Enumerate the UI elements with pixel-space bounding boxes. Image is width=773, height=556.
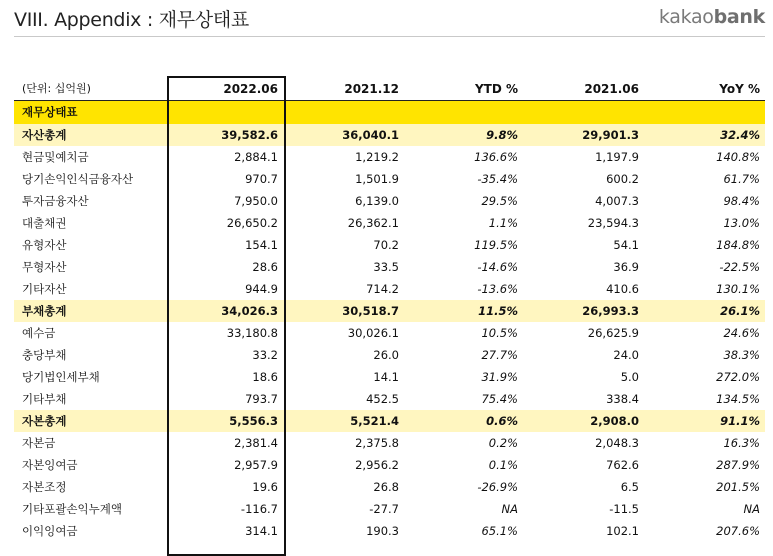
value-ytd: 0.1% bbox=[488, 458, 518, 472]
row-label: 기타부채 bbox=[22, 392, 67, 406]
value-yoy: 207.6% bbox=[716, 524, 760, 538]
value-ytd: -26.9% bbox=[477, 480, 518, 494]
row-label: 이익잉여금 bbox=[22, 524, 78, 538]
value-ytd: 75.4% bbox=[481, 392, 518, 406]
table-row bbox=[14, 344, 765, 366]
value-yoy: 134.5% bbox=[716, 392, 760, 406]
brand-logo-text: kakao bbox=[658, 6, 714, 28]
value-yoy: -22.5% bbox=[719, 260, 760, 274]
table-row bbox=[14, 256, 765, 278]
section-header-row bbox=[14, 101, 765, 124]
value-2022-06: 7,950.0 bbox=[234, 194, 278, 208]
row-label: 자본조정 bbox=[22, 480, 67, 494]
row-label: 대출채권 bbox=[22, 216, 67, 230]
value-yoy: 140.8% bbox=[716, 150, 760, 164]
value-2021-06: 6.5 bbox=[620, 480, 639, 494]
col-header-2022-06: 2022.06 bbox=[223, 82, 278, 96]
value-2022-06: 5,556.3 bbox=[229, 414, 278, 428]
value-ytd: -14.6% bbox=[477, 260, 518, 274]
row-label: 현금및예치금 bbox=[22, 150, 89, 164]
value-ytd: 10.5% bbox=[481, 326, 518, 340]
value-ytd: 0.6% bbox=[486, 414, 518, 428]
value-2021-06: -11.5 bbox=[609, 502, 639, 516]
value-2021-06: 5.0 bbox=[620, 370, 639, 384]
value-ytd: 136.6% bbox=[474, 150, 518, 164]
value-yoy: 272.0% bbox=[716, 370, 760, 384]
table-row bbox=[14, 366, 765, 388]
value-2021-06: 26,993.3 bbox=[582, 304, 639, 318]
balance-sheet-table bbox=[14, 78, 765, 542]
subtotal-row bbox=[14, 300, 765, 322]
value-2022-06: 970.7 bbox=[245, 172, 278, 186]
value-2021-12: 2,956.2 bbox=[355, 458, 399, 472]
value-2021-12: 26.0 bbox=[373, 348, 399, 362]
row-label: 당기법인세부채 bbox=[22, 370, 100, 384]
table-row bbox=[14, 476, 765, 498]
value-2021-06: 4,007.3 bbox=[595, 194, 639, 208]
value-2021-06: 102.1 bbox=[606, 524, 639, 538]
value-2022-06: 33.2 bbox=[252, 348, 278, 362]
row-label: 투자금융자산 bbox=[22, 194, 89, 208]
value-2022-06: 39,582.6 bbox=[221, 128, 278, 142]
value-yoy: 184.8% bbox=[716, 238, 760, 252]
row-label: 당기손익인식금융자산 bbox=[22, 172, 134, 186]
value-ytd: 27.7% bbox=[481, 348, 518, 362]
value-2021-12: 30,026.1 bbox=[347, 326, 399, 340]
table-row bbox=[14, 388, 765, 410]
page-title: VIII. Appendix : 재무상태표 bbox=[14, 9, 249, 31]
section-label: 재무상태표 bbox=[22, 105, 78, 119]
value-yoy: 201.5% bbox=[716, 480, 760, 494]
value-2021-12: 1,219.2 bbox=[355, 150, 399, 164]
value-yoy: 26.1% bbox=[720, 304, 760, 318]
value-2021-06: 2,908.0 bbox=[590, 414, 639, 428]
value-yoy: 61.7% bbox=[723, 172, 760, 186]
value-2021-06: 410.6 bbox=[606, 282, 639, 296]
value-2021-12: 714.2 bbox=[366, 282, 399, 296]
value-2021-06: 1,197.9 bbox=[595, 150, 639, 164]
col-header-2021-12: 2021.12 bbox=[344, 82, 399, 96]
value-2022-06: 18.6 bbox=[252, 370, 278, 384]
table-row bbox=[14, 498, 765, 520]
value-yoy: NA bbox=[743, 502, 760, 516]
value-2021-12: 26.8 bbox=[373, 480, 399, 494]
value-2021-12: 6,139.0 bbox=[355, 194, 399, 208]
table-row bbox=[14, 278, 765, 300]
value-2021-12: 5,521.4 bbox=[350, 414, 399, 428]
row-label: 부채총계 bbox=[22, 304, 67, 318]
row-label: 무형자산 bbox=[22, 260, 67, 274]
value-ytd: 65.1% bbox=[481, 524, 518, 538]
value-2022-06: 19.6 bbox=[252, 480, 278, 494]
table-header-row bbox=[14, 78, 765, 101]
value-2021-06: 24.0 bbox=[613, 348, 639, 362]
value-yoy: 13.0% bbox=[723, 216, 760, 230]
brand-logo bbox=[659, 6, 765, 28]
value-2022-06: 33,180.8 bbox=[226, 326, 278, 340]
value-2021-06: 54.1 bbox=[613, 238, 639, 252]
value-ytd: 0.2% bbox=[488, 436, 518, 450]
value-2021-12: 36,040.1 bbox=[342, 128, 399, 142]
subtotal-row bbox=[14, 124, 765, 146]
value-ytd: 29.5% bbox=[481, 194, 518, 208]
row-label: 자본금 bbox=[22, 436, 56, 450]
value-yoy: 38.3% bbox=[723, 348, 760, 362]
value-2021-06: 23,594.3 bbox=[587, 216, 639, 230]
value-yoy: 24.6% bbox=[723, 326, 760, 340]
table-row bbox=[14, 146, 765, 168]
value-2021-12: 70.2 bbox=[373, 238, 399, 252]
value-2022-06: 314.1 bbox=[245, 524, 278, 538]
value-2021-06: 36.9 bbox=[613, 260, 639, 274]
row-label: 예수금 bbox=[22, 326, 56, 340]
value-2022-06: 2,884.1 bbox=[234, 150, 278, 164]
value-2021-06: 26,625.9 bbox=[587, 326, 639, 340]
value-yoy: 16.3% bbox=[723, 436, 760, 450]
value-2021-06: 29,901.3 bbox=[582, 128, 639, 142]
value-2021-12: 2,375.8 bbox=[355, 436, 399, 450]
table-row bbox=[14, 454, 765, 476]
value-yoy: 287.9% bbox=[716, 458, 760, 472]
row-label: 기타포괄손익누계액 bbox=[22, 502, 122, 516]
value-ytd: NA bbox=[501, 502, 518, 516]
value-2022-06: -116.7 bbox=[240, 502, 278, 516]
table-row bbox=[14, 432, 765, 454]
value-yoy: 91.1% bbox=[720, 414, 760, 428]
table-row bbox=[14, 190, 765, 212]
table-row bbox=[14, 322, 765, 344]
value-2022-06: 944.9 bbox=[245, 282, 278, 296]
value-2022-06: 2,957.9 bbox=[234, 458, 278, 472]
row-label: 자본총계 bbox=[22, 414, 67, 428]
table-row bbox=[14, 212, 765, 234]
value-2022-06: 154.1 bbox=[245, 238, 278, 252]
row-label: 충당부채 bbox=[22, 348, 67, 362]
value-2021-12: 33.5 bbox=[373, 260, 399, 274]
row-label: 자산총계 bbox=[22, 128, 67, 142]
table-row bbox=[14, 168, 765, 190]
col-header-2021-06: 2021.06 bbox=[584, 82, 639, 96]
table-row bbox=[14, 234, 765, 256]
value-2022-06: 2,381.4 bbox=[234, 436, 278, 450]
table-row bbox=[14, 520, 765, 542]
value-ytd: 11.5% bbox=[478, 304, 518, 318]
value-ytd: -35.4% bbox=[477, 172, 518, 186]
row-label: 기타자산 bbox=[22, 282, 67, 296]
value-ytd: 31.9% bbox=[481, 370, 518, 384]
value-2021-06: 762.6 bbox=[606, 458, 639, 472]
value-ytd: 119.5% bbox=[474, 238, 518, 252]
subtotal-row bbox=[14, 410, 765, 432]
value-yoy: 130.1% bbox=[716, 282, 760, 296]
value-ytd: -13.6% bbox=[477, 282, 518, 296]
value-2021-12: 14.1 bbox=[373, 370, 399, 384]
value-2022-06: 793.7 bbox=[245, 392, 278, 406]
unit-label: (단위: 십억원) bbox=[22, 82, 91, 95]
value-2021-12: 30,518.7 bbox=[342, 304, 399, 318]
value-yoy: 32.4% bbox=[720, 128, 760, 142]
header-divider bbox=[14, 36, 765, 37]
value-2021-12: 26,362.1 bbox=[347, 216, 399, 230]
col-header-yoy: YoY % bbox=[719, 82, 760, 96]
value-2021-12: 452.5 bbox=[366, 392, 399, 406]
col-header-ytd: YTD % bbox=[474, 82, 518, 96]
value-yoy: 98.4% bbox=[723, 194, 760, 208]
value-2021-06: 600.2 bbox=[606, 172, 639, 186]
row-label: 자본잉여금 bbox=[22, 458, 78, 472]
value-2021-12: 1,501.9 bbox=[355, 172, 399, 186]
value-ytd: 9.8% bbox=[486, 128, 518, 142]
value-2021-12: 190.3 bbox=[366, 524, 399, 538]
value-2021-12: -27.7 bbox=[369, 502, 399, 516]
brand-logo-bold: bank bbox=[713, 6, 765, 28]
value-2021-06: 2,048.3 bbox=[595, 436, 639, 450]
value-2022-06: 34,026.3 bbox=[221, 304, 278, 318]
value-2022-06: 26,650.2 bbox=[226, 216, 278, 230]
row-label: 유형자산 bbox=[22, 238, 67, 252]
table-body bbox=[14, 124, 765, 542]
value-2021-06: 338.4 bbox=[606, 392, 639, 406]
value-2022-06: 28.6 bbox=[252, 260, 278, 274]
value-ytd: 1.1% bbox=[488, 216, 518, 230]
